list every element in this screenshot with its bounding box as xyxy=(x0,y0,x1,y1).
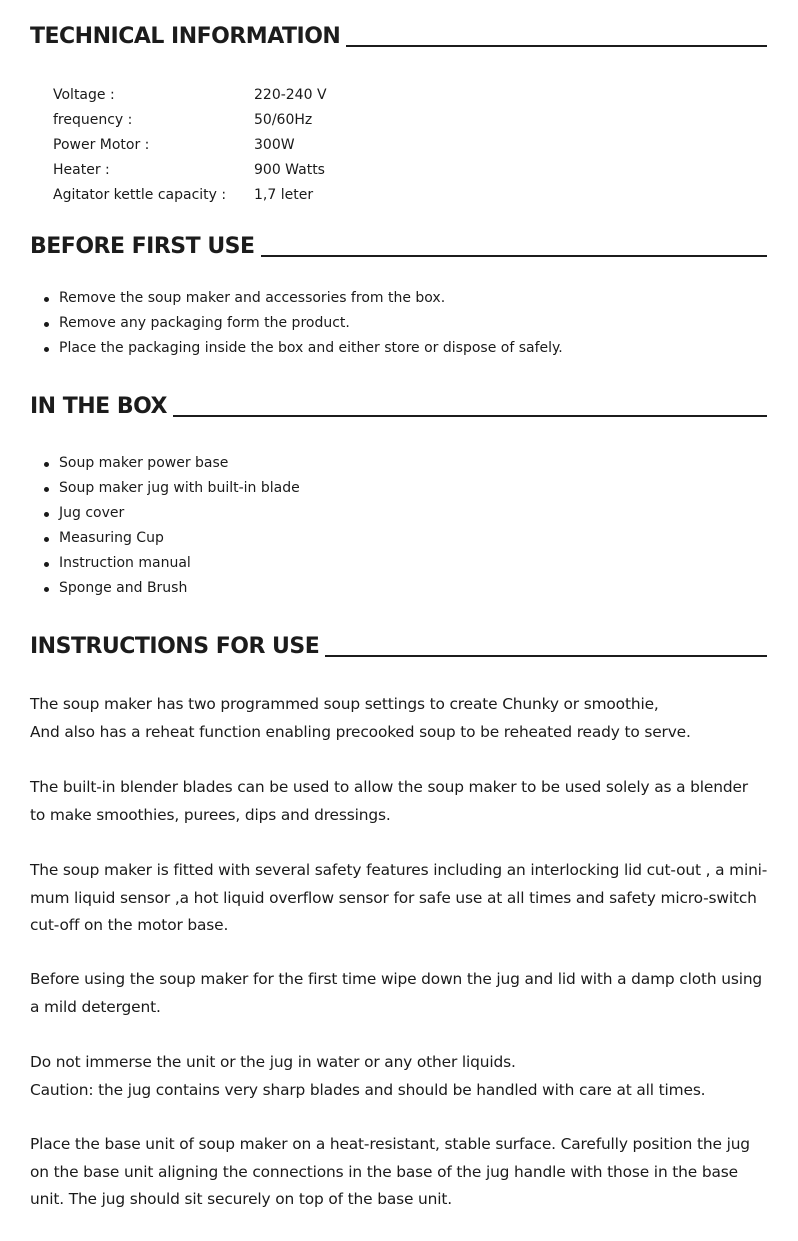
paragraph-line: Caution: the jug contains very sharp blades and should be handled with care at all times. xyxy=(30,1080,706,1099)
instruction-paragraph xyxy=(30,857,770,940)
instruction-paragraph xyxy=(30,774,770,829)
paragraph-line: Place the base unit of soup maker on a heat-resistant, stable surface. Carefully position the jug xyxy=(30,1135,750,1153)
section-heading-in-the-box xyxy=(30,396,767,418)
spec-row xyxy=(53,83,327,108)
list-item: Place the packaging inside the box and either store or dispose of safely. xyxy=(41,336,563,361)
list-item: Soup maker power base xyxy=(41,451,300,476)
paragraph-line: And also has a reheat function enabling precooked soup to be reheated ready to serve. xyxy=(30,722,691,741)
spec-row xyxy=(53,158,327,183)
paragraph-line: a mild detergent. xyxy=(30,997,161,1016)
instruction-paragraph xyxy=(30,1131,770,1214)
list-item: Measuring Cup xyxy=(41,526,300,551)
spec-value: 220-240 V xyxy=(254,87,327,103)
section-heading-before-first-use xyxy=(30,236,767,258)
list-item: Instruction manual xyxy=(41,551,300,576)
instruction-paragraph xyxy=(30,966,770,1021)
paragraph-line: unit. The jug should sit securely on top of the base unit. xyxy=(30,1190,452,1208)
paragraph-line: Before using the soup maker for the first time wipe down the jug and lid with a damp cloth using xyxy=(30,970,763,988)
section-heading-technical-information xyxy=(30,26,767,48)
heading-rule xyxy=(325,655,767,657)
heading-rule xyxy=(173,415,767,417)
spec-value: 1,7 leter xyxy=(254,187,314,203)
technical-specs-table xyxy=(53,83,327,208)
in-the-box-list xyxy=(41,451,300,601)
spec-row xyxy=(53,108,327,133)
spec-value: 300W xyxy=(254,137,295,153)
list-item: Sponge and Brush xyxy=(41,576,300,601)
paragraph-line: Do not immerse the unit or the jug in water or any other liquids. xyxy=(30,1053,516,1071)
paragraph-line: mum liquid sensor ,a hot liquid overflow sensor for safe use at all times and safety micro-switch xyxy=(30,888,757,907)
spec-value: 50/60Hz xyxy=(254,112,313,128)
before-first-use-list xyxy=(41,286,563,361)
paragraph-line: cut-off on the motor base. xyxy=(30,916,229,934)
paragraph-line: The soup maker has two programmed soup settings to create Chunky or smoothie, xyxy=(30,695,659,713)
section-heading-instructions-for-use xyxy=(30,636,767,658)
spec-row xyxy=(53,133,327,158)
spec-label: Power Motor : xyxy=(53,137,150,153)
paragraph-line: The soup maker is fitted with several safety features including an interlocking lid cut-out , a mini- xyxy=(30,861,768,879)
spec-label: Heater : xyxy=(53,162,110,178)
spec-label: Voltage : xyxy=(53,87,115,103)
instruction-paragraph xyxy=(30,1049,770,1104)
instruction-paragraph xyxy=(30,691,770,746)
heading-text: IN THE BOX xyxy=(30,394,168,419)
list-item: Jug cover xyxy=(41,501,300,526)
paragraph-line: to make smoothies, purees, dips and dressings. xyxy=(30,805,391,824)
heading-rule xyxy=(261,255,767,257)
list-item: Remove any packaging form the product. xyxy=(41,311,563,336)
heading-text: INSTRUCTIONS FOR USE xyxy=(30,634,320,659)
spec-label: Agitator kettle capacity : xyxy=(53,187,227,203)
list-item: Remove the soup maker and accessories from the box. xyxy=(41,286,563,311)
spec-label: frequency : xyxy=(53,112,133,128)
heading-text: BEFORE FIRST USE xyxy=(30,234,255,259)
paragraph-line: on the base unit aligning the connections in the base of the jug handle with those in the base xyxy=(30,1162,738,1181)
heading-rule xyxy=(346,45,767,47)
list-item: Soup maker jug with built-in blade xyxy=(41,476,300,501)
spec-row xyxy=(53,183,327,208)
spec-value: 900 Watts xyxy=(254,162,325,178)
heading-text: TECHNICAL INFORMATION xyxy=(30,24,341,49)
paragraph-line: The built-in blender blades can be used to allow the soup maker to be used solely as a blender xyxy=(30,778,748,796)
